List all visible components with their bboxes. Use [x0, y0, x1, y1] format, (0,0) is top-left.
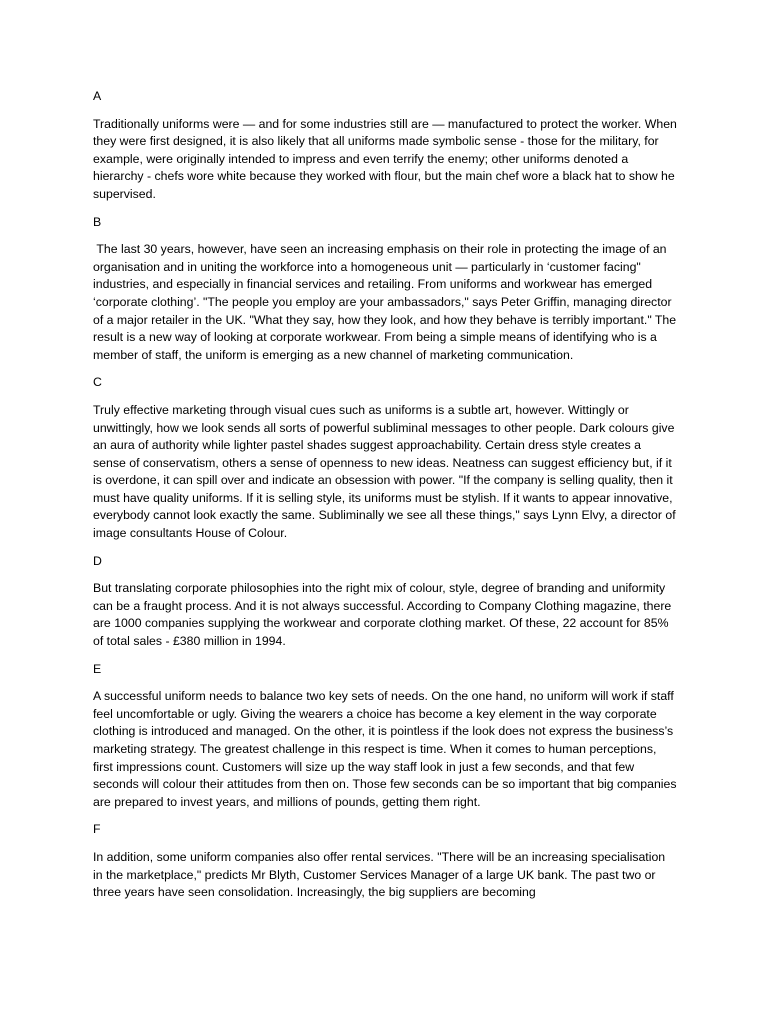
section-b-paragraph: The last 30 years, however, have seen an increasing emphasis on their role in protecting the image of an organisation and in uniting the workforce into a homogeneous unit — particularly in ‘customer facing" industries, and especially in financial services and retailing. From uniforms and workwear has emerged ‘corporate clothing’. "The people you employ are your ambassadors," says Peter Griffin, managing director of a major retailer in the UK. "What they say, how they look, and how they behave is terribly important." The result is a new way of looking at corporate workwear. From being a simple means of identifying who is a member of staff, the uniform is emerging as a new channel of marketing communication.	[93, 242, 680, 362]
section-c-paragraph: Truly effective marketing through visual cues such as uniforms is a subtle art, however. Wittingly or unwittingly, how we look sends all sorts of powerful subliminal messages to other people. Dark colours give an aura of authority while lighter pastel shades suggest approachability. Certain dress style creates a sense of conservatism, others a sense of openness to new ideas. Neatness can suggest efficiency but, if it is overdone, it can spill over and indicate an obsession with power. "If the company is selling quality, then it must have quality uniforms. If it is selling style, its uniforms must be stylish. If it wants to appear innovative, everybody cannot look exactly the same. Subliminally we see all these things," says Lynn Elvy, a director of image consultants House of Colour.	[93, 402, 680, 541]
section-e-paragraph: A successful uniform needs to balance two key sets of needs. On the one hand, no uniform will work if staff feel uncomfortable or ugly. Giving the wearers a choice has become a key element in the way corporate clothing is introduced and managed. On the other, it is pointless if the look does not express the business’s marketing strategy. The greatest challenge in this respect is time. When it comes to human perceptions, first impressions count. Customers will size up the way staff look in just a few seconds, and that few seconds will colour their attitudes from then on. Those few seconds can be so important that big companies are prepared to invest years, and millions of pounds, getting them right.	[93, 689, 680, 809]
section-b-letter: B	[93, 214, 102, 229]
section-a-paragraph: Traditionally uniforms were — and for some industries still are — manufactured to protect the worker. When they were first designed, it is also likely that all uniforms made symbolic sense - those for the military, for example, were originally intended to impress and even terrify the enemy; other uniforms denoted a hierarchy - chefs wore white because they worked with flour, but the main chef wore a black hat to show he supervised.	[93, 116, 681, 201]
section-f-paragraph: In addition, some uniform companies also offer rental services. "There will be an increasing specialisation in the marketplace," predicts Mr Blyth, Customer Services Manager of a large UK bank. The past two or three years have seen consolidation. Increasingly, the big suppliers are becoming	[93, 849, 669, 900]
section-c-letter: C	[93, 375, 102, 390]
section-e-letter: E	[93, 661, 102, 676]
document-body	[93, 88, 681, 912]
section-f-letter: F	[93, 822, 101, 837]
section-d-paragraph: But translating corporate philosophies into the right mix of colour, style, degree of branding and uniformity can be a fraught process. And it is not always successful. According to Company Clothing magazine, there are 1000 companies supplying the workwear and corporate clothing market. Of these, 22 account for 85% of total sales - £380 million in 1994.	[93, 581, 675, 649]
section-a-letter: A	[93, 89, 102, 103]
section-d-letter: D	[93, 553, 102, 568]
